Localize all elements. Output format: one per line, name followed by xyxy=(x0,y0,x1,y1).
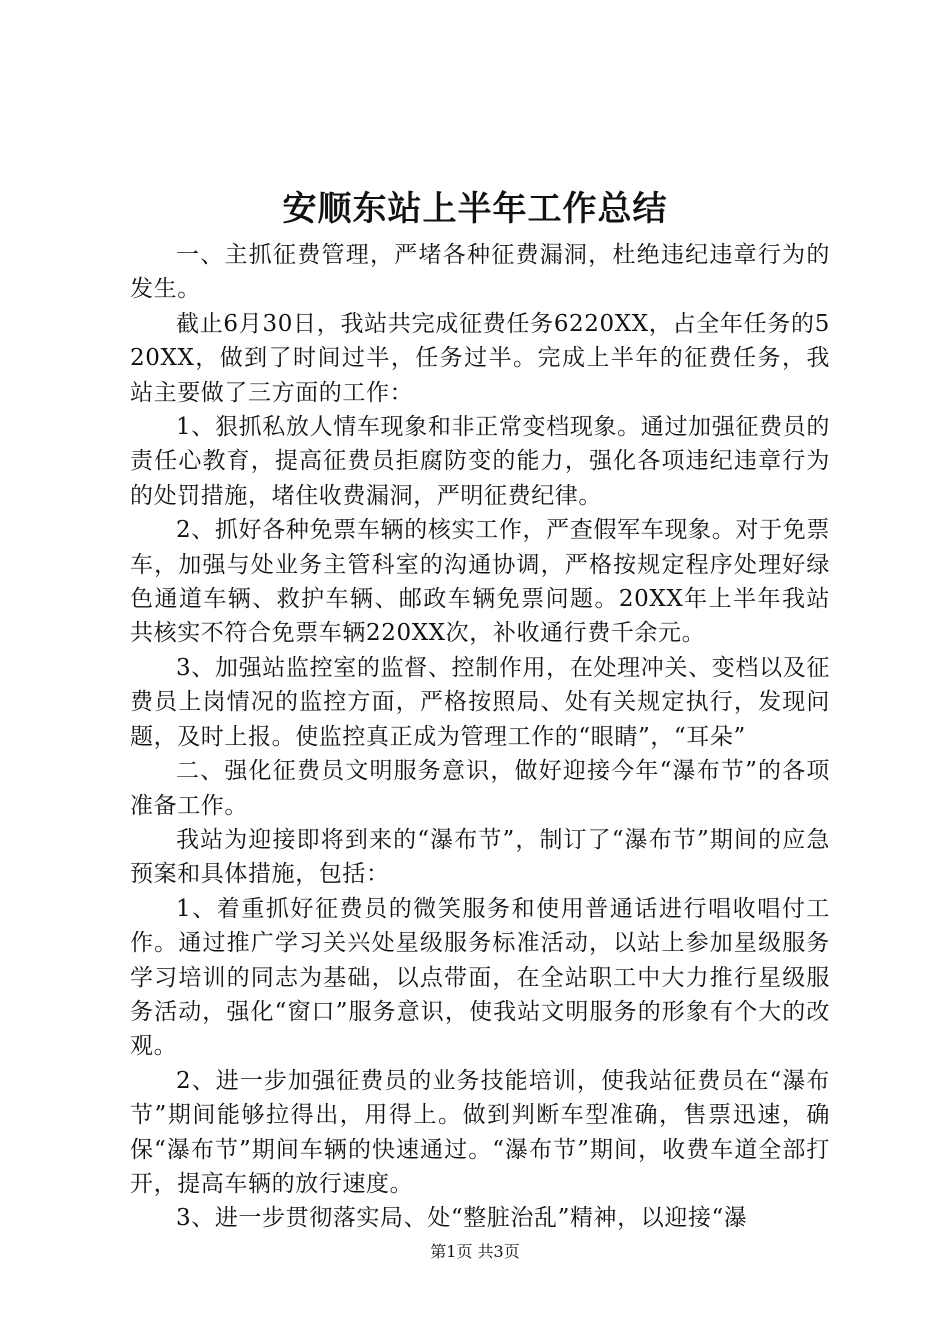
paragraph: 1、狠抓私放人情车现象和非正常变档现象。通过加强征费员的责任心教育，提高征费员拒腐防变的能力，强化各项违纪违章行为的处罚措施，堵住收费漏洞，严明征费纪律。 xyxy=(130,414,830,509)
page-number-footer: 第1页 共3页 xyxy=(430,1242,520,1261)
paragraph: 二、强化征费员文明服务意识，做好迎接今年“瀑布节”的各项准备工作。 xyxy=(130,758,830,819)
paragraph: 2、进一步加强征费员的业务技能培训，使我站征费员在“瀑布节”期间能够拉得出，用得上。做到判断车型准确，售票迅速，确保“瀑布节”期间车辆的快速通过。“瀑布节”期间，收费车道全部打开，提高车辆的放行速度。 xyxy=(130,1067,830,1197)
paragraph: 3、进一步贯彻落实局、处“整脏治乱”精神，以迎接“瀑 xyxy=(176,1205,748,1232)
paragraph: 2、抓好各种免票车辆的核实工作，严查假军车现象。对于免票车，加强与处业务主管科室的沟通协调，严格按规定程序处理好绿色通道车辆、救护车辆、邮政车辆免票问题。20XX年上半年我站共核实不符合免票车辆220XX次，补收通行费千余元。 xyxy=(130,517,830,647)
paragraph: 1、着重抓好征费员的微笑服务和使用普通话进行唱收唱付工作。通过推广学习关兴处星级服务标准活动，以站上参加星级服务学习培训的同志为基础，以点带面，在全站职工中大力推行星级服务活动，强化“窗口”服务意识，使我站文明服务的形象有个大的改观。 xyxy=(130,895,830,1060)
paragraph: 我站为迎接即将到来的“瀑布节”，制订了“瀑布节”期间的应急预案和具体措施，包括： xyxy=(130,826,830,888)
document-title: 安顺东站上半年工作总结 xyxy=(282,189,668,229)
document-body xyxy=(130,238,830,1236)
paragraph: 一、主抓征费管理，严堵各种征费漏洞，杜绝违纪违章行为的发生。 xyxy=(130,242,830,303)
paragraph: 3、加强站监控室的监督、控制作用，在处理冲关、变档以及征费员上岗情况的监控方面，严格按照局、处有关规定执行，发现问题，及时上报。使监控真正成为管理工作的“眼睛”，“耳朵” xyxy=(130,654,830,750)
paragraph: 截止6月30日，我站共完成征费任务6220XX，占全年任务的520XX，做到了时间过半，任务过半。完成上半年的征费任务，我站主要做了三方面的工作： xyxy=(130,310,830,406)
